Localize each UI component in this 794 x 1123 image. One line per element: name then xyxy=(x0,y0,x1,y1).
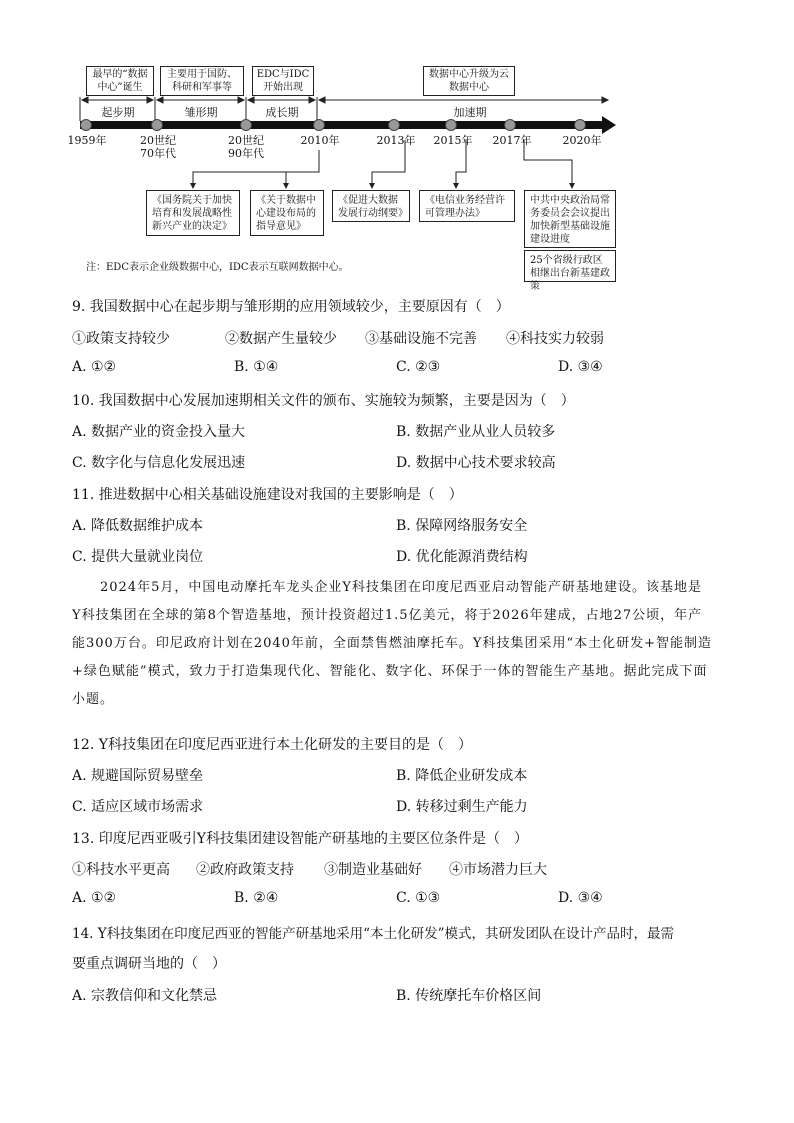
doc-box-big-data-action: 《促进大数据发展行动纲要》 xyxy=(332,190,410,222)
q9-option-b: B. ①④ xyxy=(234,359,279,375)
q14-option-a: A. 宗教信仰和文化禁忌 xyxy=(72,988,218,1004)
q13-item-1: ①科技水平更高 xyxy=(72,862,170,878)
event-box-defense-research: 主要用于国防、科研和军事等 xyxy=(160,66,244,96)
passage-line-5: 小题。 xyxy=(72,692,115,707)
question-14-stem-line-1: 14. Y科技集团在印度尼西亚的智能产研基地采用“本土化研发”模式，其研发团队在设计产品时，最需 xyxy=(72,926,674,942)
passage-line-2: Y科技集团在全球的第8个智造基地，预计投资超过1.5亿美元，将于2026年建成，占地27公顷，年产 xyxy=(72,608,703,623)
q11-option-b: B. 保障网络服务安全 xyxy=(396,518,528,534)
reading-passage xyxy=(72,574,722,714)
q11-option-a: A. 降低数据维护成本 xyxy=(72,518,204,534)
question-12-stem: 12. Y科技集团在印度尼西亚进行本土化研发的主要目的是（ ） xyxy=(72,737,472,753)
year-label-2017: 2017年 xyxy=(492,134,532,147)
q10-option-a: A. 数据产业的资金投入量大 xyxy=(72,424,246,440)
q11-option-c: C. 提供大量就业岗位 xyxy=(72,549,204,565)
phase-label-accelerate: 加速期 xyxy=(453,106,487,119)
q12-option-b: B. 降低企业研发成本 xyxy=(396,768,528,784)
q13-item-2: ②政府政策支持 xyxy=(196,862,294,878)
q11-option-d: D. 优化能源消费结构 xyxy=(396,549,528,565)
question-11-stem: 11. 推进数据中心相关基础设施建设对我国的主要影响是（ ） xyxy=(72,487,463,503)
q13-option-b: B. ②④ xyxy=(234,890,279,906)
q9-option-c: C. ②③ xyxy=(396,359,441,375)
q9-option-d: D. ③④ xyxy=(558,359,603,375)
q13-option-c: C. ①③ xyxy=(396,890,441,906)
q13-item-3: ③制造业基础好 xyxy=(324,862,422,878)
passage-line-3: 能300万台。印尼政府计划在2040年前，全面禁售燃油摩托车。Y科技集团采用“本土化研发+智能制造 xyxy=(72,636,713,651)
year-label-1959: 1959年 xyxy=(67,134,107,147)
q13-item-4: ④市场潜力巨大 xyxy=(449,862,547,878)
event-box-first-datacenter: 最早的“数据中心”诞生 xyxy=(86,66,154,96)
phase-label-embryonic: 雏形期 xyxy=(184,106,218,119)
event-box-cloud-upgrade: 数据中心升级为云数据中心 xyxy=(423,66,515,96)
passage-line-4: +绿色赋能”模式，致力于打造集现代化、智能化、数字化、环保于一体的智能生产基地。据此完成下面 xyxy=(72,664,708,679)
timeline-note: 注：EDC表示企业级数据中心，IDC表示互联网数据中心。 xyxy=(86,262,349,273)
year-label-2020: 2020年 xyxy=(562,134,602,147)
q13-option-d: D. ③④ xyxy=(558,890,603,906)
q10-option-d: D. 数据中心技术要求较高 xyxy=(396,455,556,471)
question-14-stem-line-2: 要重点调研当地的（ ） xyxy=(72,956,226,972)
doc-box-new-infrastructure: 中共中央政治局常务委员会会议提出加快新型基础设施建设进度 xyxy=(524,190,616,248)
phase-label-growth: 成长期 xyxy=(265,106,299,119)
doc-box-datacenter-layout: 《关于数据中心建设布局的指导意见》 xyxy=(250,190,324,236)
phase-label-start: 起步期 xyxy=(101,106,135,119)
year-label-1970s: 20世纪70年代 xyxy=(140,134,176,160)
q9-item-3: ③基础设施不完善 xyxy=(365,331,477,347)
question-13-stem: 13. 印度尼西亚吸引Y科技集团建设智能产研基地的主要区位条件是（ ） xyxy=(72,831,528,847)
q9-item-4: ④科技实力较弱 xyxy=(506,331,604,347)
doc-box-strategic-industries: 《国务院关于加快培育和发展战略性新兴产业的决定》 xyxy=(146,190,240,236)
q10-option-b: B. 数据产业从业人员较多 xyxy=(396,424,556,440)
q9-item-1: ①政策支持较少 xyxy=(72,331,170,347)
event-box-edc-idc: EDC与IDC开始出现 xyxy=(252,66,314,96)
year-label-2015: 2015年 xyxy=(433,134,473,147)
question-9-stem: 9. 我国数据中心在起步期与雏形期的应用领域较少，主要原因有（ ） xyxy=(72,299,510,315)
q10-option-c: C. 数字化与信息化发展迅速 xyxy=(72,455,246,471)
passage-line-1: 2024年5月，中国电动摩托车龙头企业Y科技集团在印度尼西亚启动智能产研基地建设。该基地是 xyxy=(100,580,702,595)
q9-item-2: ②数据产生量较少 xyxy=(225,331,337,347)
q9-option-a: A. ①② xyxy=(72,359,117,375)
q13-option-a: A. ①② xyxy=(72,890,117,906)
q12-option-d: D. 转移过剩生产能力 xyxy=(396,799,528,815)
year-label-1990s: 20世纪90年代 xyxy=(228,134,264,160)
year-label-2013: 2013年 xyxy=(376,134,416,147)
doc-box-telecom-license: 《电信业务经营许可管理办法》 xyxy=(419,190,515,222)
question-10-stem: 10. 我国数据中心发展加速期相关文件的颁布、实施较为频繁，主要是因为（ ） xyxy=(72,393,575,409)
doc-box-provincial-policies: 25个省级行政区相继出台新基建政策 xyxy=(524,250,616,282)
q12-option-c: C. 适应区域市场需求 xyxy=(72,799,204,815)
year-label-2010: 2010年 xyxy=(300,134,340,147)
timeline-figure xyxy=(0,0,794,290)
q14-option-b: B. 传统摩托车价格区间 xyxy=(396,988,542,1004)
q12-option-a: A. 规避国际贸易壁垒 xyxy=(72,768,204,784)
